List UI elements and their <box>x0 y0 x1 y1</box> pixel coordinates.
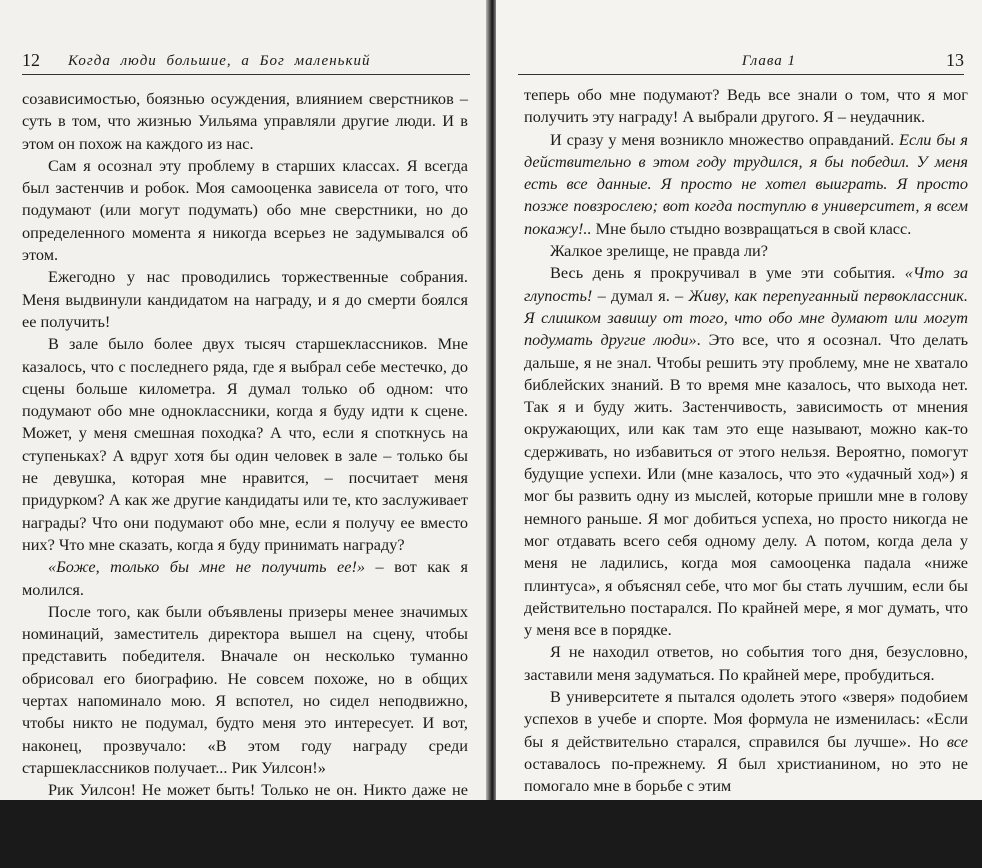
text-run: Жалкое зрелище, не правда ли? <box>550 241 768 261</box>
right-page-body <box>524 84 968 798</box>
text-run: теперь обо мне подумают? Ведь все знали о том, что я мог получить эту награду! А выбрали другого. Я – неудачник. <box>524 85 968 127</box>
italic-text: Если бы я действительно в этом году трудился, я бы победил. У меня есть все данные. Я просто не хотел выиграть. Я просто позже повзрослею; вот когда поступлю в университет, я всем покажу!.. <box>524 129 968 238</box>
paragraph <box>22 155 468 266</box>
right-page-header <box>518 44 964 75</box>
italic-text: «Что за глупость! <box>524 263 968 305</box>
italic-text: «Боже, только бы мне не получить ее!» <box>48 557 366 577</box>
page-number: 13 <box>946 50 964 70</box>
right-page <box>496 0 982 800</box>
paragraph <box>22 266 468 333</box>
text-run: В зале было более двух тысяч старшеклассников. Мне казалось, что с последнего ряда, где я выбрал себе местечко, до сцены больше километра. Я думал только об одном: что подумают обо мне одноклассники, когда я буду идти к сцене. Может, у меня смешная походка? А что, если я споткнусь на ступеньках? А вдруг хотя бы один человек в зале – только бы не девушка, которая мне нравится, – посчитает меня придурком? А как же другие кандидаты или те, кто заслуживает награды? Что они подумают обо мне, если я получу ее вместо них? Что мне сказать, когда я буду принимать награду? <box>22 334 468 554</box>
paragraph <box>524 641 968 686</box>
text-run: созависимостью, боязнью осуждения, влиянием сверстников – суть в том, что жизнью Уильяма управляли другие люди. И в этом он похож на каждого из нас. <box>22 89 468 153</box>
text-run: Рик Уилсон! Не может быть! Только не он. Никто даже не считал его кандидатом! <box>22 780 468 822</box>
text-run: Представьте, что я тогда почувствовал. Облегчение?! Отнюдь. Я посчитал себя полным неудачником. Что же <box>22 824 468 867</box>
text-run: В университете я пытался одолеть этого «зверя» подобием успехов в учебе и спорте. Моя формула не изменилась: «Если бы я действительно старался, справился бы лучше». Но <box>524 687 968 751</box>
paragraph <box>524 686 968 797</box>
text-run: После того, как были объявлены призеры менее значимых номинаций, заместитель директора вышел на сцену, чтобы представить победителя. Вначале он несколько туманно обрисовал его биографию. Не совсем похоже, но в общих чертах напоминало мою. Я вспотел, но сидел неподвижно, чтобы никто не подумал, будто меня это интересует. И вот, наконец, прозвучало: «В этом году награду среди старшеклассников получает... Рик Уилсон!» <box>22 601 468 777</box>
text-run: Мне было стыдно возвращаться в свой класс. <box>591 218 912 238</box>
paragraph <box>22 556 468 601</box>
text-run: Ежегодно у нас проводились торжественные собрания. Меня выдвинули кандидатом на награду, и я до смерти боялся ее получить! <box>22 267 468 331</box>
paragraph <box>22 88 468 155</box>
paragraph <box>22 824 468 868</box>
text-run: – думал я. – <box>592 285 689 305</box>
running-title: Глава 1 <box>741 53 796 69</box>
left-page-body <box>22 88 468 868</box>
text-run: . Это все, что я осознал. Что делать дальше, я не знал. Чтобы решить эту проблему, мне не хватало библейских знаний. В то время мне казалось, что выхода нет. Так я и буду жить. Застенчивость, зависимость от мнения окружающих, или как там это еще называют, можно как-то сдерживать, но избавиться от этого нельзя. Вероятно, помогут будущие успехи. Или (мне казалось, что это «удачный ход») я мог бы развить одну из мыслей, которые пришли мне в голову немного раньше. Я мог добиться успеха, но просто никогда не мог отдавать всего себя одному делу. А потом, когда дела у меня не ладились, когда моя самооценка падала «ниже плинтуса», я объяснял себе, что мог бы стать лучшим, если бы действительно постарался. По крайней мере, я мог думать, что у меня все в порядке. <box>524 330 969 640</box>
paragraph <box>22 333 468 556</box>
left-page-header <box>22 44 470 75</box>
running-title: Когда люди большие, а Бог маленький <box>68 53 371 69</box>
text-run: – вот как я молился. <box>22 557 469 599</box>
italic-text: Живу, как перепуганный первоклассник. Я слишком завишу от того, что обо мне думают или могут подумать другие люди» <box>524 285 968 350</box>
paragraph <box>524 240 968 262</box>
text-run: оставалось по-прежнему. Я был христианином, но это не помогало мне в борьбе с этим <box>524 753 968 796</box>
paragraph <box>524 84 968 129</box>
text-run: Весь день я прокручивал в уме эти события. <box>550 263 905 283</box>
italic-text: все <box>946 731 968 751</box>
left-page <box>0 0 488 867</box>
text-run: Я не находил ответов, но события того дня, безусловно, заставили меня задуматься. По крайней мере, пробудиться. <box>524 642 968 684</box>
text-run: И сразу у меня возникло множество оправданий. <box>550 129 900 149</box>
paragraph <box>22 601 468 779</box>
text-run: Сам я осознал эту проблему в старших классах. Я всегда был застенчив и робок. Моя самооценка зависела от того, что подумают (или могут подумать) обо мне сверстники, но до определенного момента я никогда всерьез не задумывался об этом. <box>22 155 468 265</box>
paragraph <box>524 129 968 240</box>
paragraph <box>22 779 468 824</box>
page-number: 12 <box>22 50 40 70</box>
paragraph <box>524 262 968 641</box>
